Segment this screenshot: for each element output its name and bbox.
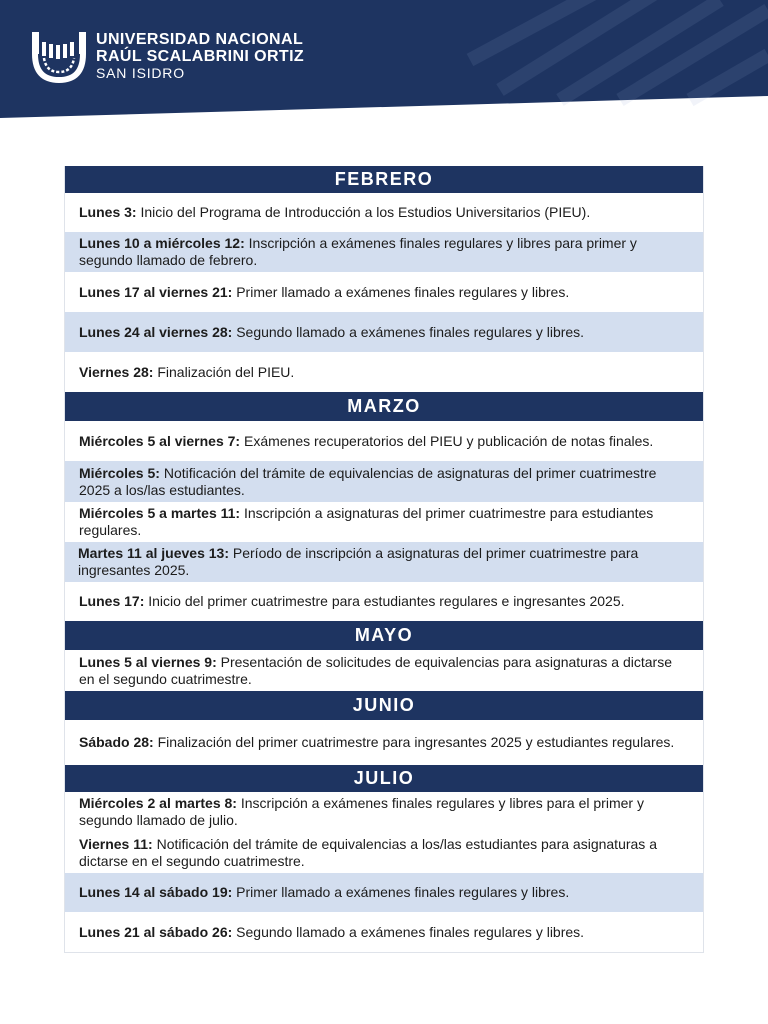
event-date: Viernes 11: (79, 835, 153, 852)
event-description: Notificación del trámite de equivalencias a los/las estudiantes para asignaturas a dictarse en el segundo cuatrimestre. (79, 835, 657, 869)
calendar-row (65, 792, 703, 832)
month-header-mayo: MAYO (65, 621, 703, 650)
event-date: Miércoles 2 al martes 8: (79, 795, 237, 811)
event-description: Inscripción a exámenes finales regulares y libres para primer y segundo llamado de febrero. (79, 235, 637, 268)
event-description: Primer llamado a exámenes finales regulares y libres. (232, 283, 570, 300)
header-banner (0, 0, 768, 125)
event-description: Notificación del trámite de equivalencias de asignaturas del primer cuatrimestre 2025 a los/las estudiantes. (79, 464, 657, 498)
event-description: Primer llamado a exámenes finales regulares y libres. (232, 884, 570, 900)
event-description: Segundo llamado a exámenes finales regulares y libres. (232, 323, 585, 340)
event-description: Período de inscripción a asignaturas del primer cuatrimestre para ingresantes 2025. (78, 545, 639, 578)
academic-calendar-table (64, 166, 704, 953)
event-date: Lunes 17 al viernes 21: (79, 283, 233, 300)
month-header-marzo: MARZO (65, 392, 703, 421)
event-date: Miércoles 5 a martes 11: (79, 505, 241, 521)
calendar-row (65, 582, 703, 621)
event-date: Viernes 28: (79, 363, 154, 380)
event-date: Sábado 28: (79, 734, 154, 750)
event-description: Exámenes recuperatorios del PIEU y publicación de notas finales. (240, 432, 654, 449)
event-date: Miércoles 5: (79, 464, 160, 481)
event-date: Lunes 3: (79, 204, 137, 220)
event-description: Segundo llamado a exámenes finales regulares y libres. (232, 923, 585, 940)
event-description: Inicio del Programa de Introducción a los Estudios Universitarios (PIEU). (136, 204, 591, 220)
month-header-febrero: FEBRERO (65, 166, 703, 193)
calendar-row (65, 272, 703, 312)
month-header-julio: JULIO (65, 765, 703, 792)
event-description: Inscripción a asignaturas del primer cuatrimestre para estudiantes regulares. (79, 505, 654, 538)
calendar-row (65, 312, 703, 352)
calendar-row (65, 461, 703, 502)
event-date: Martes 11 al jueves 13: (78, 545, 229, 561)
calendar-row (65, 720, 703, 765)
event-description: Finalización del PIEU. (153, 363, 295, 380)
university-name (96, 31, 304, 82)
calendar-row (65, 912, 703, 952)
event-date: Lunes 17: (79, 593, 145, 609)
month-header-junio: JUNIO (65, 691, 703, 720)
event-date: Lunes 14 al sábado 19: (79, 884, 233, 900)
calendar-row (65, 873, 703, 912)
event-date: Lunes 5 al viernes 9: (79, 653, 217, 670)
calendar-row (65, 650, 703, 691)
event-description: Finalización del primer cuatrimestre para ingresantes 2025 y estudiantes regulares. (153, 734, 675, 750)
university-campus: SAN ISIDRO (96, 65, 185, 81)
university-logo-icon (30, 30, 88, 84)
calendar-row (65, 421, 703, 461)
calendar-row (65, 232, 703, 272)
event-description: Inscripción a exámenes finales regulares y libres para el primer y segundo llamado de julio. (79, 795, 644, 828)
event-description: Presentación de solicitudes de equivalencias para asignaturas a dictarse en el segundo cuatrimestre. (79, 653, 673, 687)
calendar-row (65, 502, 703, 542)
event-description: Inicio del primer cuatrimestre para estudiantes regulares e ingresantes 2025. (144, 593, 625, 609)
event-date: Lunes 10 a miércoles 12: (79, 235, 245, 251)
event-date: Miércoles 5 al viernes 7: (79, 432, 241, 449)
university-name-line1: UNIVERSIDAD NACIONAL (96, 31, 304, 48)
calendar-row (65, 352, 703, 392)
calendar-row (65, 832, 703, 873)
calendar-row (65, 193, 703, 232)
event-date: Lunes 21 al sábado 26: (79, 923, 233, 940)
event-date: Lunes 24 al viernes 28: (79, 323, 233, 340)
calendar-row (65, 542, 703, 582)
university-name-line2: RAÚL SCALABRINI ORTIZ (96, 48, 305, 65)
